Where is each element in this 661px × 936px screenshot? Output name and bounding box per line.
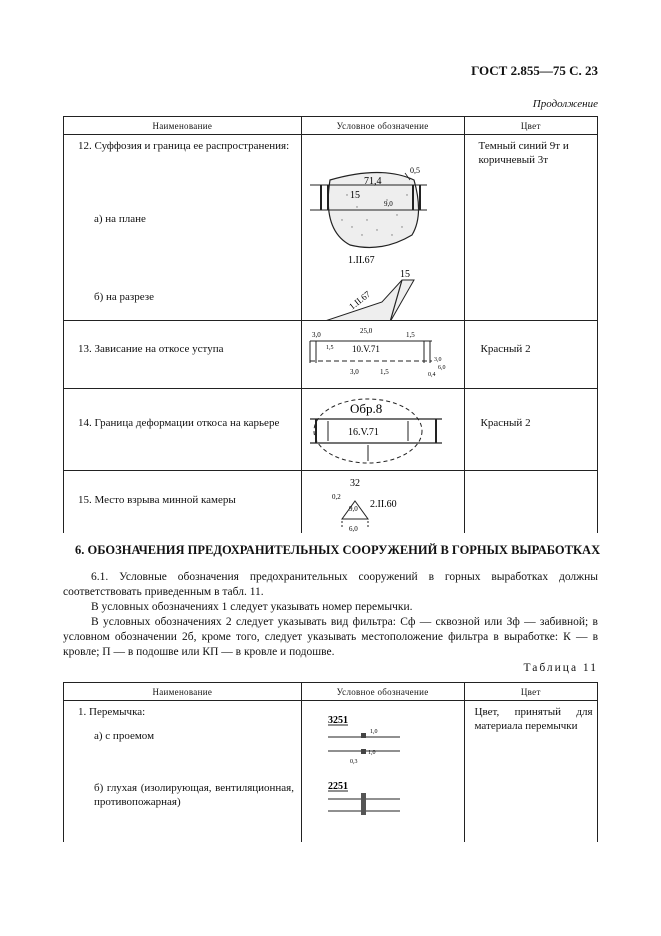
blast-bottom-label: 6,0	[348, 525, 358, 533]
page-header: ГОСТ 2.855—75 С. 23	[471, 63, 598, 78]
overhang-right-3: 0,4	[427, 372, 436, 378]
overhang-bottom-1: 3,0	[349, 368, 359, 376]
bridge-a-number: 3251	[327, 715, 348, 726]
blast-chamber-symbol	[302, 471, 464, 533]
row-color: Темный синий 9т и коричневый 3т	[478, 140, 569, 166]
paragraph-6-1: 6.1. Условные обозначения предохранительных сооружений в горных выработках должны соответствовать приведенным в табл. 11.	[63, 571, 598, 598]
row-name: 1. Перемычка:	[78, 706, 146, 718]
table-continued	[63, 116, 598, 533]
overhang-symbol	[302, 321, 464, 388]
row-color: Красный 2	[480, 417, 531, 429]
paragraph-bridge-number: В условных обозначениях 1 следует указывать номер перемычки.	[91, 601, 413, 613]
overhang-right-1: 3,0	[433, 357, 442, 363]
row-color: Цвет, принятый для материала перемычки	[474, 706, 593, 732]
row-name: 13. Зависание на откосе уступа	[78, 343, 224, 355]
row-sub-b: б) на разрезе	[94, 291, 155, 303]
plan-value-label: 9,0	[383, 200, 393, 208]
col-header-color: Цвет	[464, 117, 597, 135]
paragraph-filter: В условных обозначениях 2 следует указывать вид фильтра: Сф — сквозной или Зф — забивной; в условном обозначении 2б, кроме того, следует указывать местоположение фильтра в выработке: К — в кровле; П — в подошве или КП — в кровле и подошве.	[63, 616, 598, 658]
deformation-symbol	[302, 389, 464, 470]
blast-left-label: 0,2	[331, 493, 341, 501]
row-name: 12. Суффозия и граница ее распространения:	[78, 140, 290, 152]
table-row	[64, 135, 598, 321]
overhang-right-2: 6,0	[437, 365, 446, 371]
blast-date-label: 2.II.60	[369, 499, 397, 510]
table-11	[63, 682, 598, 842]
row-sub-a: а) на плане	[94, 213, 146, 225]
table-row	[64, 321, 598, 389]
row-sub-b: б) глухая (изолирующая, вентиляционная, противопожарная)	[94, 782, 294, 808]
overhang-label-3: 1,5	[405, 331, 415, 339]
overhang-label-1: 3,0	[311, 331, 321, 339]
col-header-color: Цвет	[464, 683, 597, 701]
overhang-label-2: 25,0	[359, 327, 372, 335]
row-sub-a: а) с проемом	[94, 730, 155, 742]
suffosion-symbol	[302, 135, 464, 320]
table-row	[64, 389, 598, 471]
row-name: 15. Место взрыва минной камеры	[78, 494, 236, 506]
blast-mid-label: 9,0	[348, 505, 358, 513]
bridge-a-top-label: 1,0	[369, 729, 378, 735]
deformation-title: Обр.8	[349, 401, 382, 416]
table-11-label: Таблица 11	[523, 662, 598, 674]
table-row	[64, 471, 598, 534]
continuation-label: Продолжение	[532, 98, 598, 110]
table-row	[64, 701, 598, 843]
bridge-symbol	[302, 701, 464, 842]
overhang-bottom-2: 1,5	[379, 368, 389, 376]
bridge-a-right-label: 1,0	[367, 750, 376, 756]
section-date-label: 1.II.67	[346, 288, 372, 312]
blast-top-label: 32	[349, 478, 360, 489]
plan-inner-label: 15	[349, 190, 360, 201]
section-title: 6. ОБОЗНАЧЕНИЯ ПРЕДОХРАНИТЕЛЬНЫХ СООРУЖЕНИЙ В ГОРНЫХ ВЫРАБОТКАХ	[75, 543, 601, 557]
bridge-b-number: 2251	[327, 781, 348, 792]
row-name: 14. Граница деформации откоса на карьере	[78, 417, 280, 429]
overhang-label-4: 1,5	[325, 345, 334, 351]
section-number-label: 15	[399, 269, 410, 280]
overhang-date: 10.V.71	[351, 344, 380, 354]
col-header-name: Наименование	[64, 683, 302, 701]
col-header-symbol: Условное обозначение	[301, 683, 464, 701]
plan-top-label: 71,4	[363, 176, 382, 187]
plan-date-label: 1.II.67	[347, 255, 375, 266]
col-header-symbol: Условное обозначение	[301, 117, 464, 135]
row-color: Красный 2	[480, 343, 531, 355]
bridge-a-low-label: 0,3	[349, 759, 358, 765]
plan-angle-label: 0,5	[409, 166, 420, 175]
col-header-name: Наименование	[64, 117, 302, 135]
deformation-date: 16.V.71	[347, 427, 379, 438]
